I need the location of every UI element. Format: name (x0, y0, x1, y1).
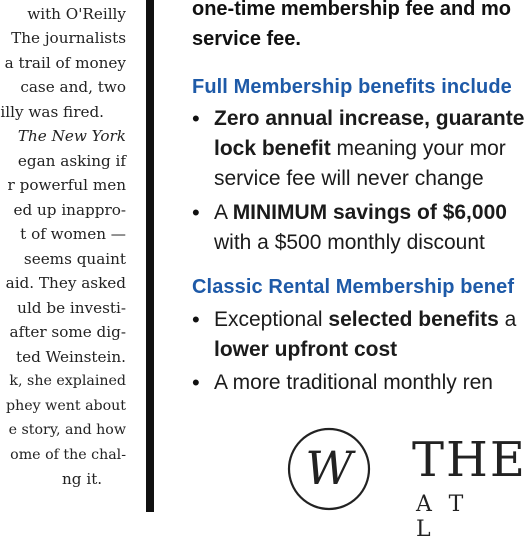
full-benefit-2-pre: A (214, 201, 233, 224)
classic-benefit-1-rest: a (498, 308, 517, 331)
classic-benefit-1-line2: lower upfront cost (214, 338, 398, 361)
bullet-icon: • (192, 307, 200, 332)
article-line: after some dig- (9, 323, 126, 341)
logo-monogram (286, 426, 372, 512)
full-benefit-2-bold: MINIMUM savings of $6,000 (232, 201, 507, 224)
full-benefit-1 (214, 106, 524, 132)
logo-wordmark: THE (412, 432, 527, 488)
full-benefit-2 (214, 200, 507, 226)
article-line: uld be investi- (17, 299, 126, 317)
article-line: r powerful men (7, 176, 126, 194)
article-line: The New York (17, 127, 126, 145)
logo-monogram-letter: W (305, 441, 353, 495)
classic-benefit-2: A more traditional monthly ren (214, 371, 493, 394)
article-line: ted Weinstein. (16, 348, 126, 366)
article-line: aid. They asked (5, 274, 126, 292)
article-line: ed up inappro- (13, 201, 126, 219)
bullet-icon: • (192, 200, 200, 225)
intro-line: service fee. (192, 28, 301, 50)
classic-membership-heading: Classic Rental Membership benef (192, 276, 515, 298)
full-benefit-1-line2 (214, 136, 506, 162)
article-line: case and, two (20, 78, 126, 96)
full-benefit-1-bold: Zero annual increase, guarante (214, 107, 525, 130)
classic-benefit-1 (214, 307, 516, 333)
classic-benefit-1-pre: Exceptional (214, 308, 329, 331)
bullet-icon: • (192, 370, 200, 395)
article-line: illy was fired. (0, 103, 104, 121)
full-benefit-1-rest: meaning your mor (330, 137, 506, 160)
full-benefit-1-bold2: lock benefit (214, 137, 331, 160)
full-membership-heading: Full Membership benefits include (192, 76, 512, 98)
article-line: ng it. (62, 470, 103, 488)
article-line: a trail of money (4, 54, 126, 72)
article-line: seems quaint (23, 250, 126, 268)
article-line: with O'Reilly (27, 5, 126, 23)
article-line: k, she explained (9, 373, 126, 389)
full-benefit-2-line2: with a $500 monthly discount (214, 231, 485, 254)
article-line: e story, and how (8, 422, 126, 438)
intro-line: one-time membership fee and mo (192, 0, 511, 20)
column-divider (146, 0, 154, 512)
article-line: egan asking if (17, 152, 126, 170)
article-column (0, 0, 136, 512)
article-line: t of women — (20, 225, 126, 243)
logo-subtitle: AT L (416, 492, 482, 542)
bullet-icon: • (192, 106, 200, 131)
article-line: ome of the chal- (10, 447, 126, 463)
article-line: phey went about (6, 398, 126, 414)
ad-panel (154, 0, 527, 542)
full-benefit-1-line3: service fee will never change (214, 167, 484, 190)
article-line: The journalists (11, 29, 126, 47)
classic-benefit-1-bold: selected benefits (328, 308, 499, 331)
